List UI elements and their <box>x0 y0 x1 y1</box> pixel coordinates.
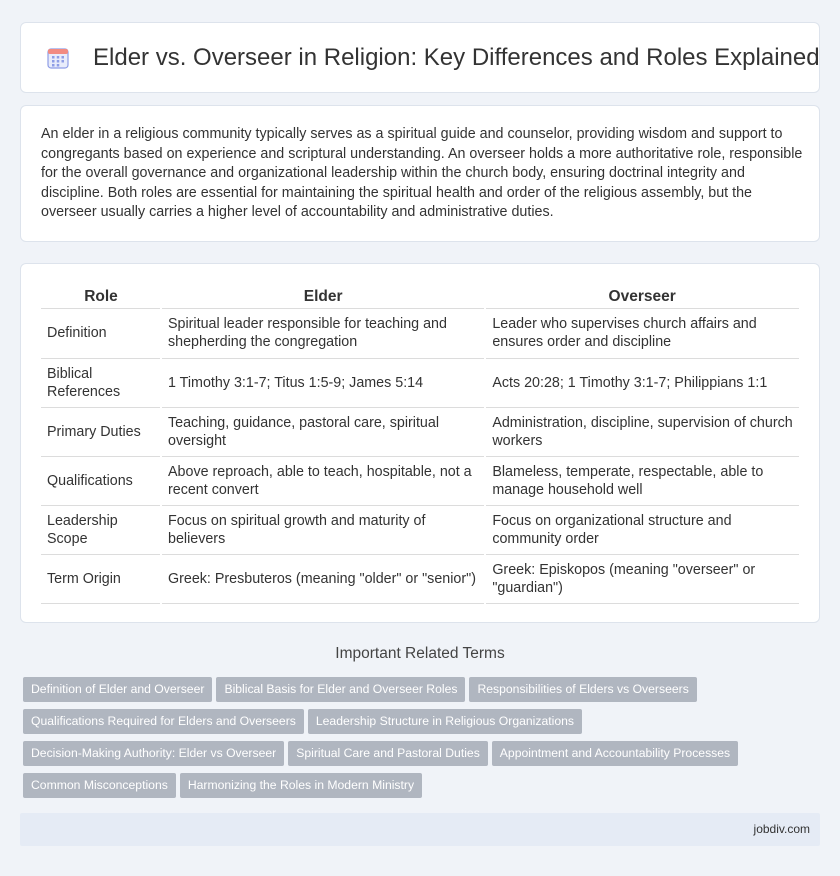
header-role: Role <box>41 286 161 308</box>
row-label: Term Origin <box>41 554 161 603</box>
table-row <box>41 308 799 358</box>
row-label: Definition <box>41 308 161 358</box>
comparison-table <box>41 286 799 604</box>
table-row <box>41 407 799 456</box>
row-label: Primary Duties <box>41 407 161 456</box>
table-row <box>41 505 799 554</box>
overseer-cell: Leader who supervises church affairs and ensures order and discipline <box>485 308 799 358</box>
row-label: Biblical References <box>41 358 161 407</box>
elder-cell: Spiritual leader responsible for teaching and shepherding the congregation <box>161 308 485 358</box>
header-card <box>20 22 820 93</box>
related-term-tag[interactable]: Qualifications Required for Elders and Overseers <box>23 709 304 734</box>
table-row <box>41 456 799 505</box>
related-term-tag[interactable]: Common Misconceptions <box>23 773 176 798</box>
related-term-tag[interactable]: Appointment and Accountability Processes <box>492 741 738 766</box>
elder-cell: 1 Timothy 3:1-7; Titus 1:5-9; James 5:14 <box>161 358 485 407</box>
related-term-tag[interactable]: Biblical Basis for Elder and Overseer Roles <box>216 677 465 702</box>
header-elder: Elder <box>161 286 485 308</box>
elder-cell: Teaching, guidance, pastoral care, spiritual oversight <box>161 407 485 456</box>
footer <box>20 813 820 846</box>
overseer-cell: Blameless, temperate, respectable, able to manage household well <box>485 456 799 505</box>
related-term-tag[interactable]: Harmonizing the Roles in Modern Ministry <box>180 773 422 798</box>
intro-card <box>20 105 820 242</box>
calendar-icon <box>46 46 70 70</box>
header-overseer: Overseer <box>485 286 799 308</box>
row-label: Qualifications <box>41 456 161 505</box>
row-label: Leadership Scope <box>41 505 161 554</box>
overseer-cell: Focus on organizational structure and community order <box>485 505 799 554</box>
comparison-card <box>20 263 820 623</box>
intro-text: An elder in a religious community typically serves as a spiritual guide and counselor, providing wisdom and support to congregants based on experience and scriptural understanding. An overseer holds a more authoritative role, responsible for the overall governance and organizational leadership within the church body, ensuring doctrinal integrity and discipline. Both roles are essential for maintaining the spiritual health and order of the religious assembly, but the overseer usually carries a higher level of accountability and administrative duties. <box>41 126 803 221</box>
elder-cell: Focus on spiritual growth and maturity of believers <box>161 505 485 554</box>
overseer-cell: Acts 20:28; 1 Timothy 3:1-7; Philippians 1:1 <box>485 358 799 407</box>
table-header-row <box>41 286 799 308</box>
overseer-cell: Greek: Episkopos (meaning "overseer" or "guardian") <box>485 554 799 603</box>
related-terms-title: Important Related Terms <box>335 645 505 662</box>
table-row <box>41 358 799 407</box>
related-terms-list <box>23 677 813 805</box>
related-term-tag[interactable]: Definition of Elder and Overseer <box>23 677 212 702</box>
overseer-cell: Administration, discipline, supervision of church workers <box>485 407 799 456</box>
footer-site-link[interactable]: jobdiv.com <box>753 822 810 836</box>
table-row <box>41 554 799 603</box>
page-title: Elder vs. Overseer in Religion: Key Differences and Roles Explained <box>93 44 820 71</box>
related-term-tag[interactable]: Leadership Structure in Religious Organizations <box>308 709 582 734</box>
related-term-tag[interactable]: Spiritual Care and Pastoral Duties <box>288 741 488 766</box>
elder-cell: Greek: Presbuteros (meaning "older" or "senior") <box>161 554 485 603</box>
elder-cell: Above reproach, able to teach, hospitable, not a recent convert <box>161 456 485 505</box>
related-term-tag[interactable]: Responsibilities of Elders vs Overseers <box>469 677 696 702</box>
related-term-tag[interactable]: Decision-Making Authority: Elder vs Overseer <box>23 741 284 766</box>
